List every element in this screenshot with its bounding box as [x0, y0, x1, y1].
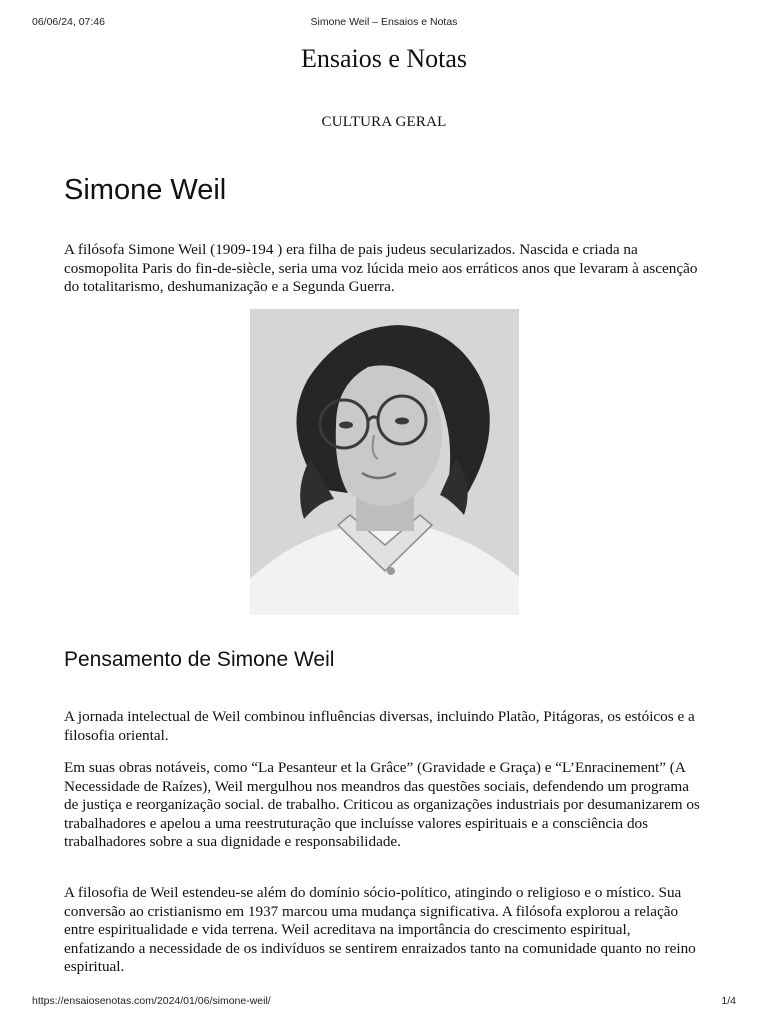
portrait-photo	[250, 309, 519, 615]
post-category-link[interactable]: CULTURA GERAL	[321, 114, 447, 130]
print-footer	[32, 995, 736, 1009]
body-paragraph-2: Em suas obras notáveis, como “La Pesanteur et la Grâce” (Gravidade e Graça) e “L’Enracinement” (A Necessidade de Raízes), Weil mergulhou nos meandros das questões sociais, defendendo um programa de justiça e reorganização social. de trabalho. Criticou as organizações industriais por desumanizarem os trabalhadores e apelou a uma reestruturação que incluísse valores espirituais e a consciência dos trabalhadores sobre a sua dignidade e responsabilidade.	[64, 759, 700, 851]
intro-paragraph: A filósofa Simone Weil (1909-194 ) era filha de pais judeus secularizados. Nascida e criada na cosmopolita Paris do fin-de-siècle, seria uma voz lúcida meio aos erráticos anos que levaram à ascenção do totalitarismo, deshumanização e a Segunda Guerra.	[64, 241, 698, 296]
print-datetime: 06/06/24, 07:46	[32, 16, 105, 28]
print-page-title: Simone Weil – Ensaios e Notas	[310, 16, 458, 28]
post-title: Simone Weil	[64, 174, 227, 206]
site-title[interactable]: Ensaios e Notas	[300, 44, 468, 73]
section-title: Pensamento de Simone Weil	[64, 648, 335, 671]
body-paragraph-3: A filosofia de Weil estendeu-se além do domínio sócio-político, atingindo o religioso e o místico. Sua conversão ao cristianismo em 1937 marcou uma mudança significativa. A filósofa explorou a relação entre espiritualidade e vida terrena. Weil acreditava na importância do crescimento espiritual, enfatizando a necessidade de os indivíduos se sentirem enraizados tanto na comunidade quanto no reino espiritual.	[64, 884, 696, 976]
print-url: https://ensaiosenotas.com/2024/01/06/simone-weil/	[32, 995, 271, 1007]
print-header	[32, 16, 736, 30]
print-page-number: 1/4	[721, 995, 736, 1007]
body-paragraph-1: A jornada intelectual de Weil combinou influências diversas, incluindo Platão, Pitágoras, os estóicos e a filosofia oriental.	[64, 708, 695, 744]
